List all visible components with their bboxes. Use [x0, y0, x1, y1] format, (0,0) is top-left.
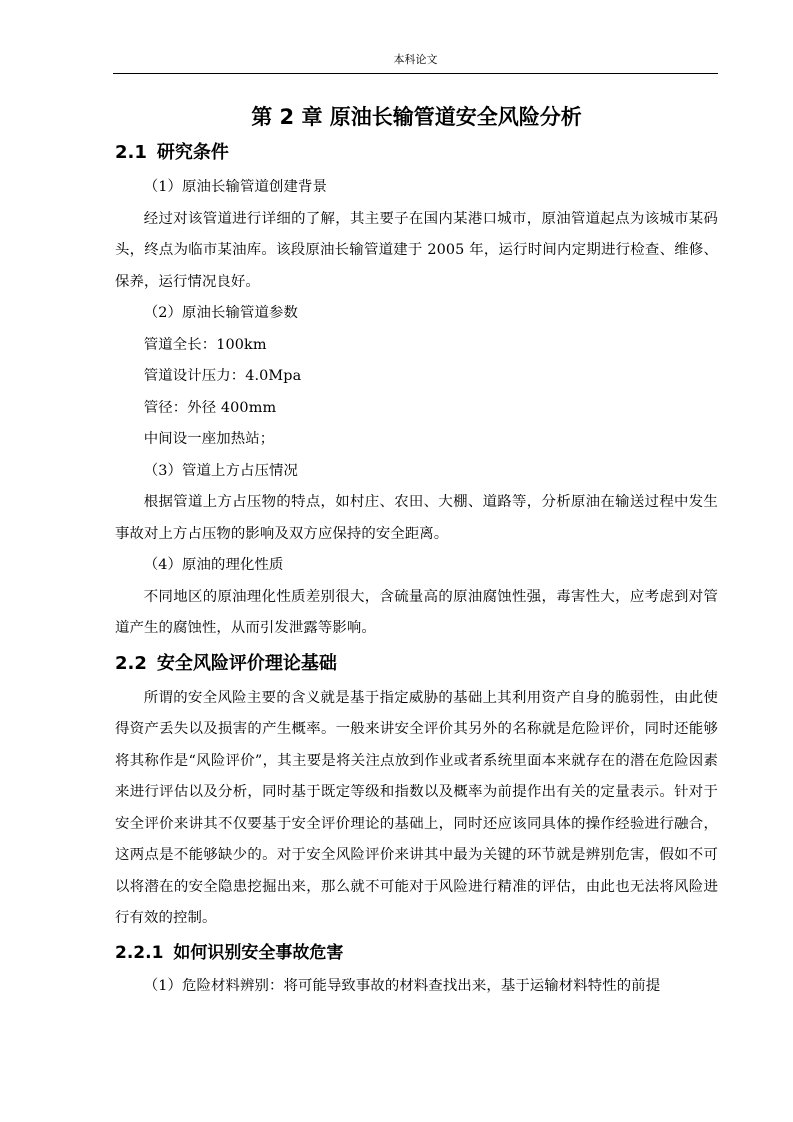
paragraph: （1）原油长输管道创建背景 [143, 179, 327, 195]
section-title-text: 安全风险评价理论基础 [156, 652, 337, 674]
paragraph: 不同地区的原油理化性质差别很大，含硫量高的原油腐蚀性强，毒害性大，应考虑到对管道产生的腐蚀性，从而引发泄露等影响。 [115, 588, 718, 636]
paragraph: 中间设一座加热站； [143, 431, 275, 447]
paragraph: 管径：外径 400mm [143, 399, 277, 416]
section-number: 2.2 [115, 652, 147, 674]
chapter-title [115, 100, 718, 134]
section-number: 2.2.1 [115, 942, 164, 963]
section-number: 2.1 [115, 142, 147, 163]
section-2-2-heading [115, 645, 718, 683]
section-title-text: 如何识别安全事故危害 [173, 942, 344, 963]
section-2-2-1-heading [115, 935, 718, 971]
header-rule [113, 73, 718, 74]
paragraph: 所谓的安全风险主要的含义就是基于指定威胁的基础上其利用资产自身的脆弱性，由此使得资产丢失以及损害的产生概率。一般来讲安全评价其另外的名称就是危险评价，同时还能够将其称作是“风险评价”，其主要是将关注点放到作业或者系统里面本来就存在的潜在危险因素来进行评估以及分析，同时基于既定等级和指数以及概率为前提作出有关的定量表示。针对于安全评价来讲其不仅要基于安全评价理论的基础上，同时还应该同具体的操作经验进行融合，这两点是不能够缺少的。对于安全风险评价来讲其中最为关键的环节就是辨别危害，假如不可以将潜在的安全隐患挖掘出来，那么就不可能对于风险进行精准的评估，由此也无法将风险进行有效的控制。 [115, 689, 718, 926]
paragraph: （4）原油的理化性质 [143, 557, 284, 573]
page-content [115, 100, 718, 1002]
paragraph: （1）危险材料辨别：将可能导致事故的材料查找出来，基于运输材料特性的前提 [143, 977, 661, 994]
paragraph: 管道全长：100km [143, 336, 267, 353]
paragraph: 管道设计压力：4.0Mpa [143, 368, 302, 384]
running-header: 本科论文 [393, 53, 438, 66]
chapter-title-text: 原油长输管道安全风险分析 [329, 105, 582, 129]
paragraph: （3）管道上方占压情况 [143, 462, 298, 479]
paragraph: （2）原油长输管道参数 [143, 305, 298, 321]
paragraph: 根据管道上方占压物的特点，如村庄、农田、大棚、道路等，分析原油在输送过程中发生事故对上方占压物的影响及双方应保持的安全距离。 [115, 494, 718, 542]
paragraph: 经过对该管道进行详细的了解，其主要子在国内某港口城市，原油管道起点为该城市某码头，终点为临市某油库。该段原油长输管道建于 2005 年，运行时间内定期进行检查、维修、保养，运行情况良好。 [115, 210, 718, 290]
section-2-1-heading [115, 134, 718, 172]
section-title-text: 研究条件 [156, 142, 229, 163]
chapter-number: 第 2 章 [251, 105, 323, 129]
